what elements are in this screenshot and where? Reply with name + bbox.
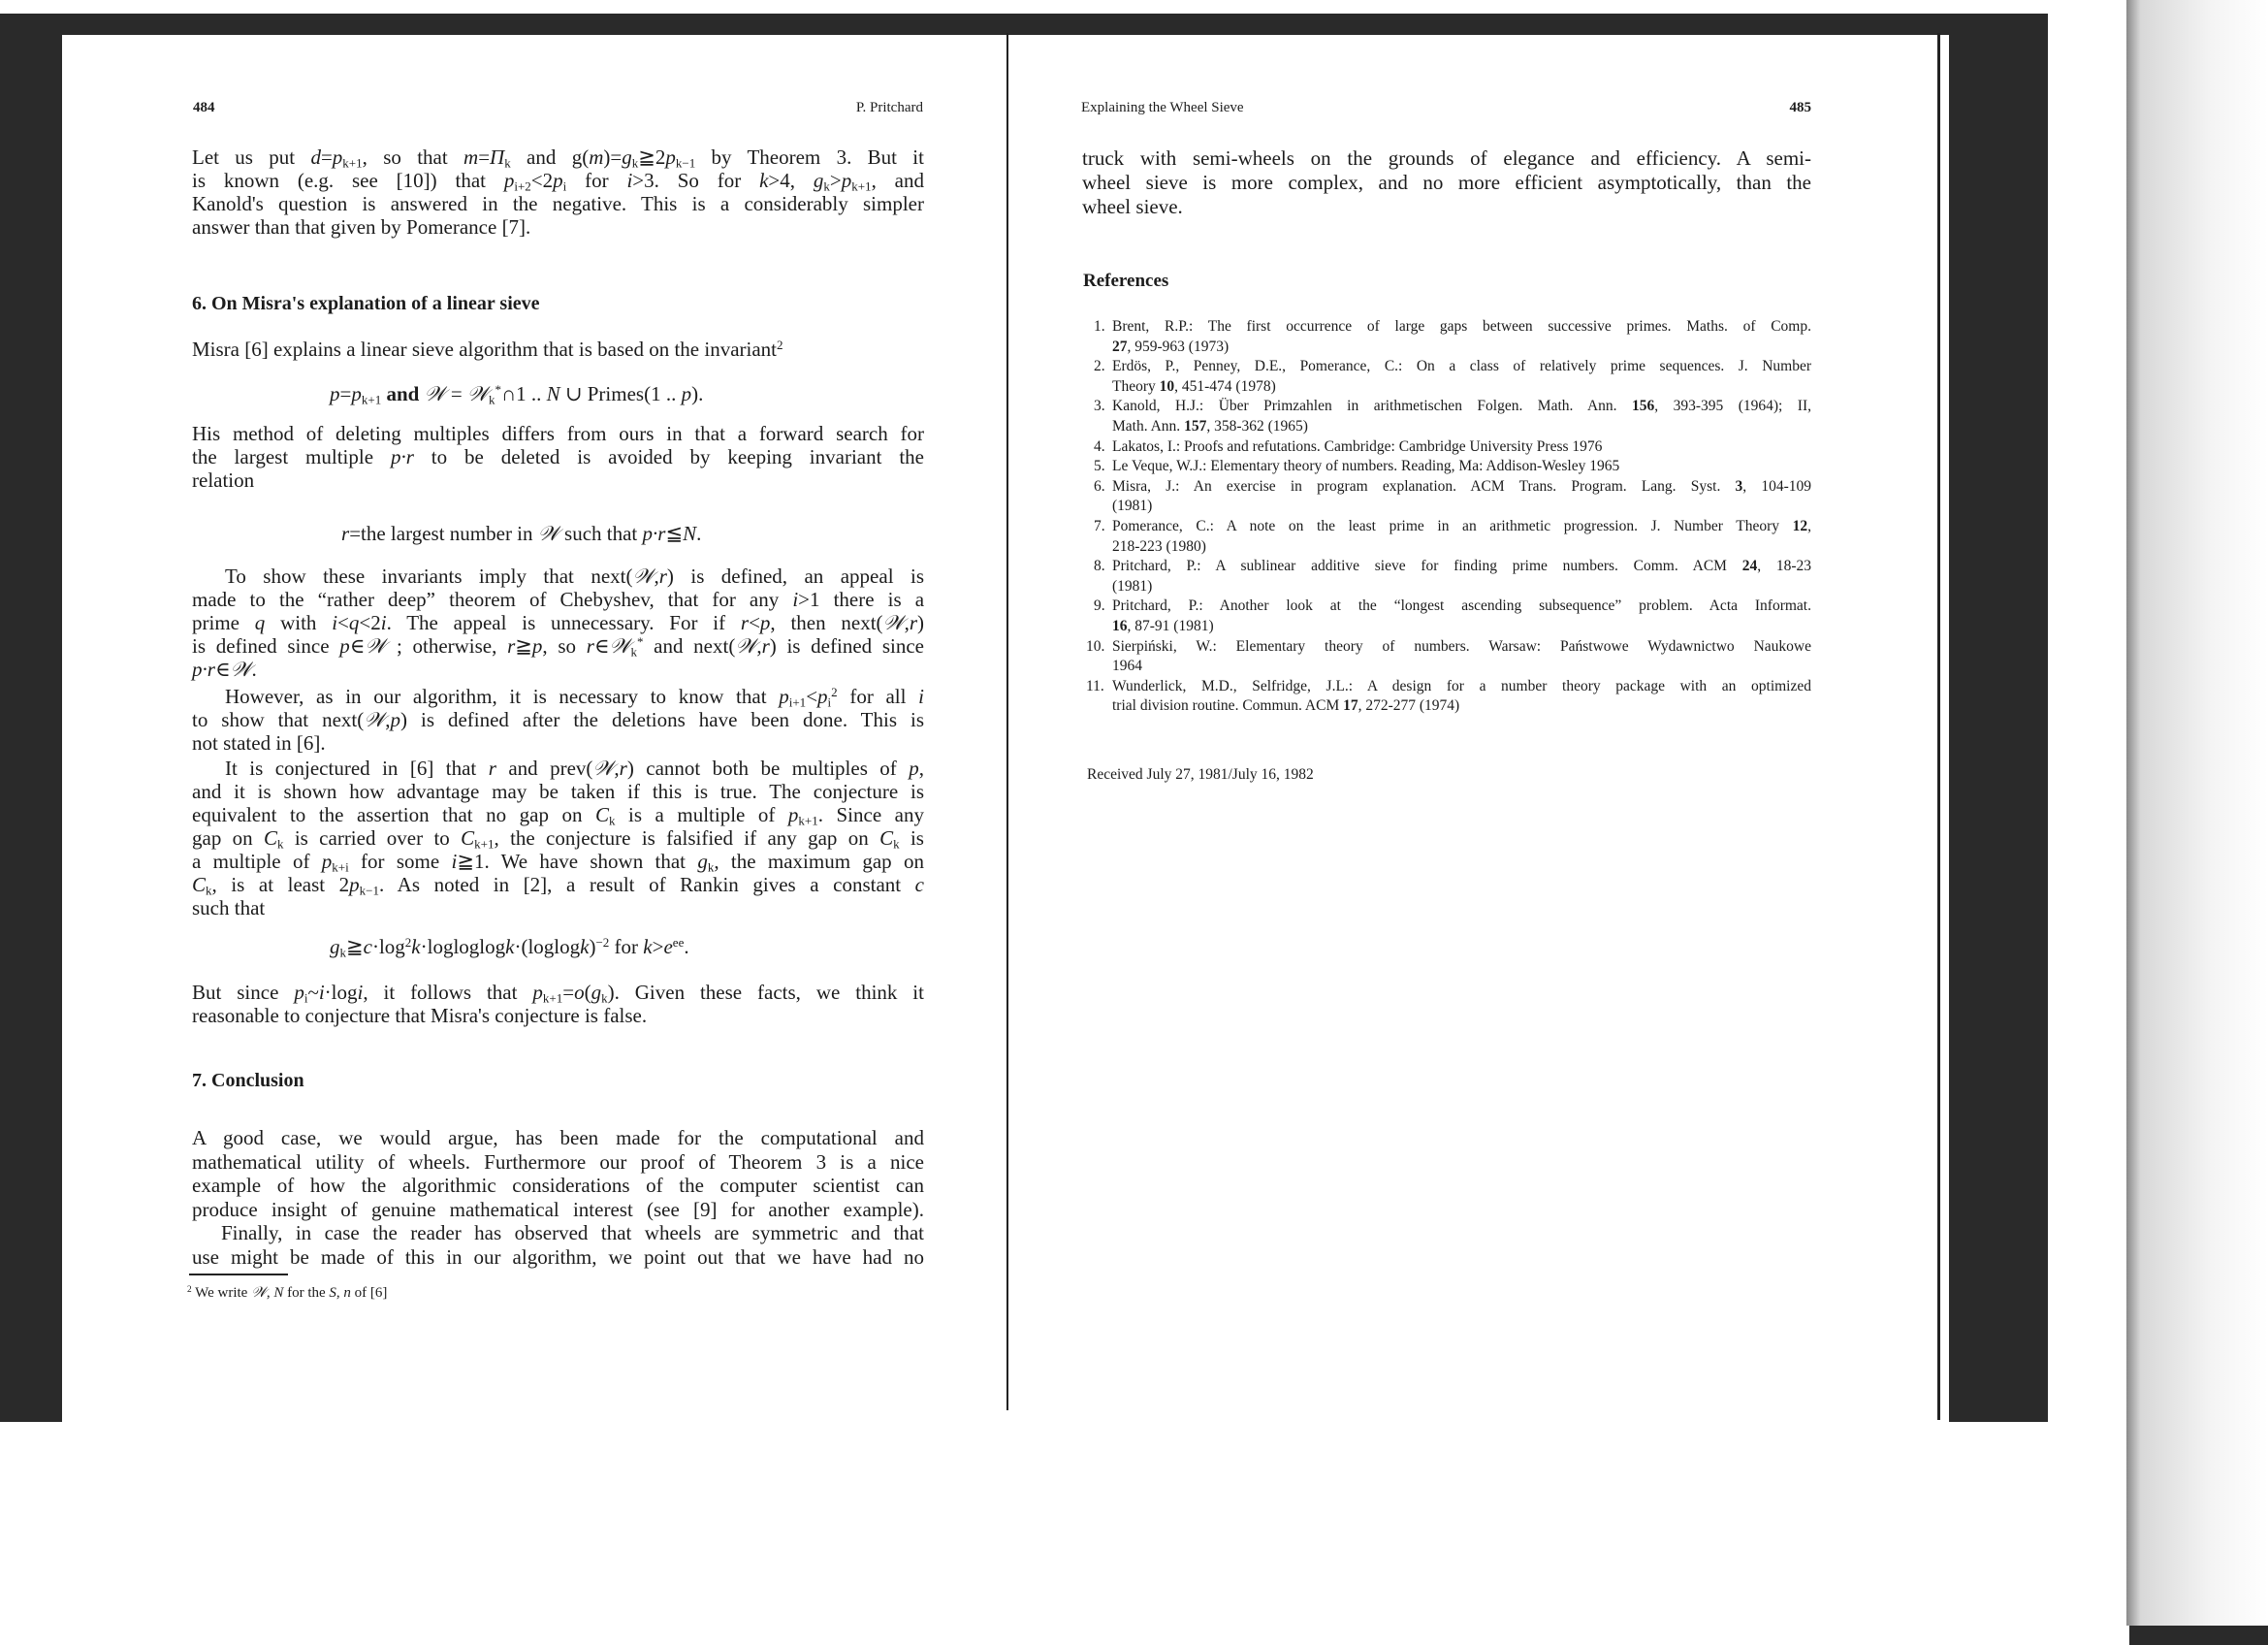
reference-text-line: Pomerance, C.: A note on the least prime in an arithmetic progression. J. Number Theory 12, (1112, 518, 1811, 534)
body-line: and it is shown how advantage may be taken if this is true. The conjecture is (192, 780, 924, 803)
body-line: wheel sieve. (1082, 195, 1183, 218)
body-line: not stated in [6]. (192, 731, 326, 755)
reference-text-line: (1981) (1112, 577, 1153, 595)
reference-text-line: Pritchard, P.: Another look at the “longest ascending subsequence” problem. Acta Informat. (1112, 597, 1811, 615)
body-line: produce insight of genuine mathematical interest (see [9] for another example). (192, 1197, 924, 1221)
reference-text-line: Pritchard, P.: A sublinear additive sieve for finding prime numbers. Comm. ACM 24, 18-23 (1112, 558, 1811, 575)
reference-number: 8. (1094, 558, 1105, 575)
body-line: prime q with i<q<2i. The appeal is unnecessary. For if r<p, then next(𝒲,r) (192, 611, 924, 634)
reference-number: 7. (1094, 518, 1105, 534)
body-line: is known (e.g. see [10]) that $p_{i+2}<2p_i$ for i>3. So for k>4, $g_k>p_{k+1}$, and (192, 169, 924, 194)
footnote-rule (189, 1274, 288, 1275)
right-page-number: 485 (1789, 100, 1811, 115)
equation-line: $g_k≧c\cdot\log^2k\cdot logloglogk\cdot(loglogk)^{-2}$ for $k>e^{ee}$. (330, 934, 689, 960)
body-line: reasonable to conjecture that Misra's conjecture is false. (192, 1004, 648, 1027)
right-running-head: Explaining the Wheel Sieve (1081, 100, 1244, 115)
references-heading: References (1083, 271, 1169, 291)
reference-text-line: Le Veque, W.J.: Elementary theory of numbers. Reading, Ma: Addison-Wesley 1965 (1112, 458, 1620, 475)
body-line: Misra [6] explains a linear sieve algorithm that is based on the invariant$^2$ (192, 337, 783, 361)
body-line: example of how the algorithmic considerations of the computer scientist can (192, 1174, 924, 1197)
body-line: relation (192, 468, 255, 492)
body-line: truck with semi-wheels on the grounds of elegance and efficiency. A semi- (1082, 146, 1811, 170)
equation-line: $p=p_{k+1}$ and 𝒲 = 𝒲$_k$*∩1 .. N ∪ Primes(1 .. p). (330, 381, 704, 407)
reference-text-line: Wunderlick, M.D., Selfridge, J.L.: A design for a number theory package with an optimized (1112, 677, 1811, 694)
reference-text-line: 27, 959-963 (1973) (1112, 338, 1230, 355)
reference-number: 2. (1094, 358, 1105, 375)
left-page-number: 484 (193, 100, 215, 115)
scan-edge-shadow (2126, 0, 2268, 1626)
received-date: Received July 27, 1981/July 16, 1982 (1087, 766, 1314, 783)
body-line: A good case, we would argue, has been made for the computational and (192, 1126, 924, 1149)
section-6-heading: 6. On Misra's explanation of a linear sieve (192, 293, 540, 314)
reference-text-line: 218-223 (1980) (1112, 537, 1206, 555)
body-line: $C_k$, is at least $2p_{k-1}$. As noted in [2], a result of Rankin gives a constant c (192, 873, 924, 898)
body-line: It is conjectured in [6] that r and prev(𝒲,r) cannot both be multiples of p, (225, 757, 924, 780)
reference-text-line: Sierpiński, W.: Elementary theory of numbers. Warsaw: Państwowe Wydawnictwo Naukowe (1112, 637, 1811, 655)
body-line: But since $p_i\sim i\cdot\log i$, it follows that $p_{k+1}=o(g_k)$. Given these facts, we think it (192, 981, 924, 1006)
body-line: Kanold's question is answered in the negative. This is a considerably simpler (192, 192, 924, 215)
reference-text-line: 1964 (1112, 658, 1142, 675)
scan-border-left (0, 14, 62, 1422)
reference-text-line: (1981) (1112, 498, 1153, 515)
reference-number: 5. (1094, 458, 1105, 475)
equation-line: r=the largest number in 𝒲 such that p·r≦N. (341, 522, 702, 545)
section-7-heading: 7. Conclusion (192, 1070, 304, 1091)
reference-number: 11. (1086, 677, 1104, 694)
reference-number: 1. (1094, 318, 1105, 335)
reference-number: 9. (1094, 597, 1105, 615)
reference-text-line: Misra, J.: An exercise in program explanation. ACM Trans. Program. Lang. Syst. 3, 104-109 (1112, 477, 1811, 495)
body-line: to show that next(𝒲,p) is defined after the deletions have been done. This is (192, 708, 924, 731)
reference-text-line: Erdös, P., Penney, D.E., Pomerance, C.: On a class of relatively prime sequences. J. Number (1112, 358, 1811, 375)
reference-number: 3. (1094, 398, 1105, 415)
body-line: is defined since p∈𝒲 ; otherwise, r≧p, so r∈𝒲$_k$* and next(𝒲,r) is defined since (192, 633, 924, 660)
reference-text-line: Lakatos, I.: Proofs and refutations. Cambridge: Cambridge University Press 1976 (1112, 437, 1603, 455)
body-line: His method of deleting multiples differs from ours in that a forward search for (192, 422, 924, 445)
scan-corner-bottom-right (2129, 1626, 2268, 1645)
reference-text-line: trial division routine. Commun. ACM 17, 272-277 (1974) (1112, 697, 1460, 715)
reference-text-line: Brent, R.P.: The first occurrence of large gaps between successive primes. Maths. of Comp. (1112, 318, 1811, 335)
reference-text-line: Math. Ann. 157, 358-362 (1965) (1112, 418, 1308, 435)
footnote-line: $^2$ We write 𝒲, N for the S, n of [6] (187, 1284, 388, 1301)
body-line: gap on $C_k$ is carried over to $C_{k+1}$, the conjecture is falsified if any gap on $C_k$ is (192, 826, 924, 852)
reference-number: 6. (1094, 477, 1105, 495)
body-line: a multiple of $p_{k+i}$ for some i≧1. We have shown that $g_k$, the maximum gap on (192, 850, 924, 875)
body-line: wheel sieve is more complex, and no more efficient asymptotically, than the (1082, 171, 1811, 194)
body-line: such that (192, 896, 266, 919)
reference-number: 10. (1086, 637, 1105, 655)
reference-text-line: Theory 10, 451-474 (1978) (1112, 377, 1276, 395)
body-line: p·r∈𝒲. (192, 658, 257, 681)
body-line: the largest multiple p·r to be deleted is avoided by keeping invariant the (192, 445, 924, 468)
scan-border-right-line (1937, 33, 1940, 1420)
body-line: Let us put $d=p_{k+1}$, so that $m=\Pi_k$ and $g(m)=g_k≧2p_{k-1}$ by Theorem 3. But it (192, 145, 924, 171)
body-line: answer than that given by Pomerance [7]. (192, 215, 531, 239)
body-line: Finally, in case the reader has observed that wheels are symmetric and that (221, 1221, 924, 1244)
reference-text-line: Kanold, H.J.: Über Primzahlen in arithmetischen Folgen. Math. Ann. 156, 393-395 (1964); II, (1112, 398, 1811, 415)
body-line: To show these invariants imply that next(𝒲,r) is defined, an appeal is (225, 564, 924, 588)
reference-number: 4. (1094, 437, 1105, 455)
body-line: However, as in our algorithm, it is necessary to know that $p_{i+1}<p_i^2$ for all i (225, 684, 924, 710)
scan-border-right (1949, 14, 2048, 1422)
page-gutter-line (1006, 33, 1008, 1410)
left-running-head: P. Pritchard (855, 100, 923, 115)
body-line: equivalent to the assertion that no gap on $C_k$ is a multiple of $p_{k+1}$. Since any (192, 803, 924, 828)
body-line: mathematical utility of wheels. Furthermore our proof of Theorem 3 is a nice (192, 1149, 924, 1174)
reference-text-line: 16, 87-91 (1981) (1112, 618, 1214, 634)
body-line: made to the “rather deep” theorem of Chebyshev, that for any i>1 there is a (192, 588, 925, 611)
scan-border-top (0, 14, 2048, 35)
body-line: use might be made of this in our algorithm, we point out that we have had no (192, 1244, 924, 1269)
